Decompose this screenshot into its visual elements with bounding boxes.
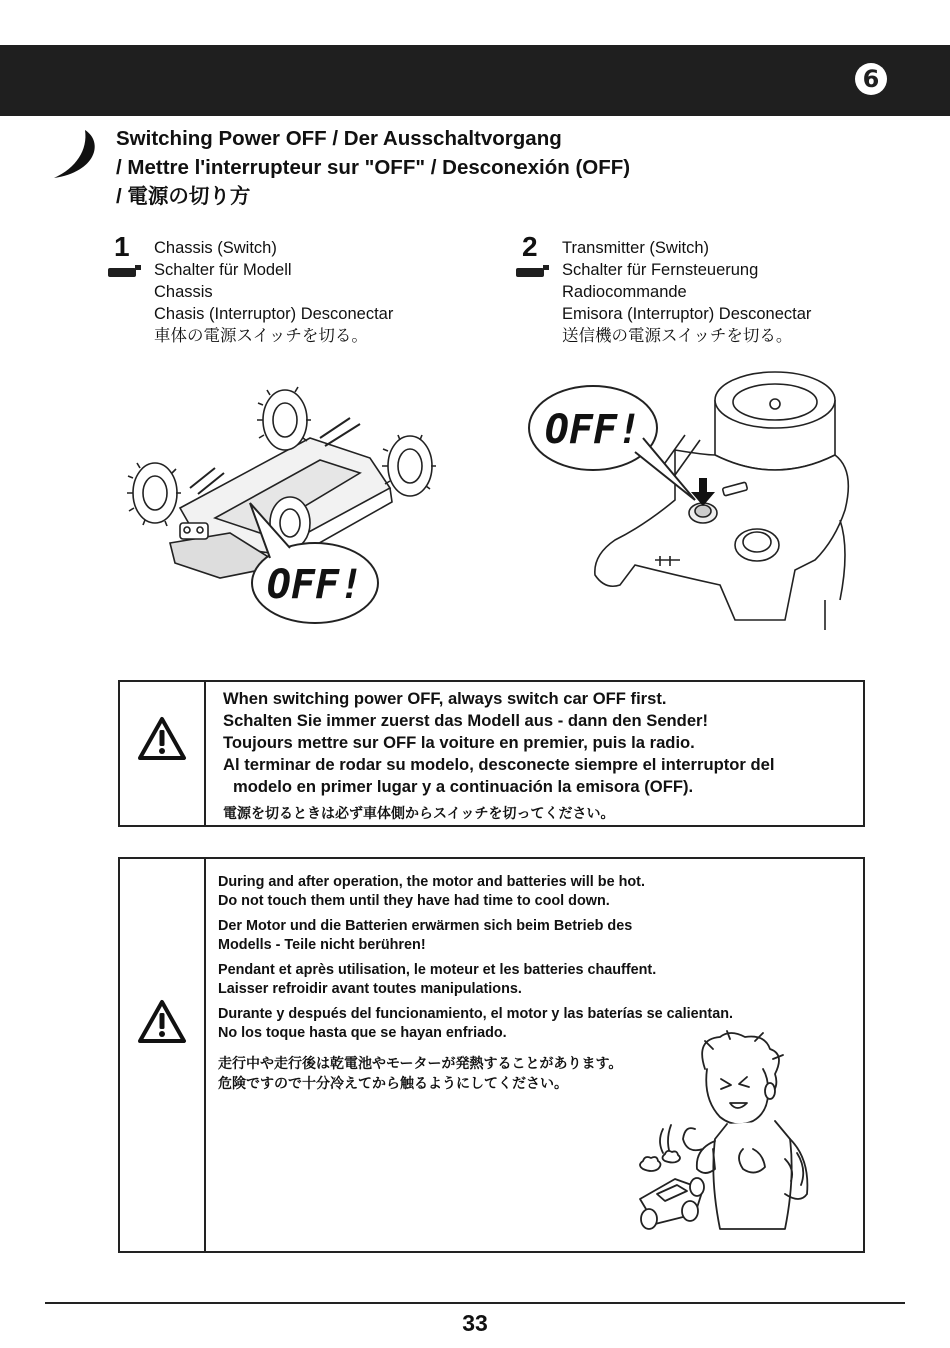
header-bar: [0, 45, 950, 116]
warning-icon-cell: [120, 859, 206, 1251]
footer-rule: [45, 1302, 905, 1304]
warning-1-line: modelo en primer lugar y a continuación la emisora (OFF).: [233, 777, 694, 796]
warning-1-jp: 電源を切るときは必ず車体側からスイッチを切ってください。: [223, 805, 615, 821]
warning-1-line: Schalten Sie immer zuerst das Modell aus - dann den Sender!: [223, 711, 709, 730]
warning-2-line: Laisser refroidir avant toutes manipulations.: [218, 981, 522, 997]
step-2-text: [562, 237, 811, 347]
warning-2-line: No los toque hasta que se hayan enfriado.: [218, 1025, 507, 1041]
warning-2-line: Do not touch them until they have had time to cool down.: [218, 893, 610, 909]
step-2-line: Emisora (Interruptor) Desconectar: [562, 305, 812, 323]
section-title: [116, 124, 630, 211]
step-1-line: Chasis (Interruptor) Desconectar: [154, 305, 394, 323]
warning-box-hot-parts: [118, 857, 865, 1253]
step-2-line: Radiocommande: [562, 283, 687, 301]
warning-triangle-icon: [137, 716, 187, 762]
warning-2-line: 危険ですので十分冷えてから触るようにしてください。: [218, 1075, 568, 1091]
warning-1-line: Al terminar de rodar su modelo, desconecte siempre el interruptor del: [223, 755, 775, 774]
step-1-line: Chassis (Switch): [154, 239, 277, 257]
warning-box-power-order: [118, 680, 865, 827]
warning-2-en: [218, 873, 733, 911]
warning-2-line: Modells - Teile nicht berühren!: [218, 937, 426, 953]
off-bubble-text: OFF!: [544, 407, 642, 453]
step-2-line: Schalter für Fernsteuerung: [562, 261, 759, 279]
step-2-number: 2: [522, 231, 538, 262]
warning-2-line: Pendant et après utilisation, le moteur et les batteries chauffent.: [218, 962, 657, 978]
warning-2-fr: [218, 961, 733, 999]
title-line-1: Switching Power OFF / Der Ausschaltvorgang: [116, 127, 562, 150]
warning-2-de: [218, 917, 733, 955]
step-marker: [108, 268, 136, 277]
warning-1-text: [223, 688, 774, 824]
off-bubble-text: OFF!: [266, 562, 364, 608]
page-number: 33: [462, 1310, 488, 1336]
title-line-2: / Mettre l'interrupteur sur "OFF" / Desconexión (OFF): [116, 156, 631, 179]
warning-2-line: During and after operation, the motor and batteries will be hot.: [218, 874, 645, 890]
transmitter-illustration: [525, 360, 860, 630]
warning-triangle-icon: [137, 999, 187, 1045]
step-number-badge: 6: [855, 63, 887, 95]
step-1-text: [154, 237, 393, 347]
chassis-illustration: [120, 378, 450, 638]
step-1-line: Chassis: [154, 283, 213, 301]
crescent-icon: [52, 128, 104, 180]
title-line-3: / 電源の切り方: [116, 185, 251, 208]
warning-1-line: When switching power OFF, always switch car OFF first.: [223, 689, 667, 708]
warning-2-line: 走行中や走行後は乾電池やモーターが発熱することがあります。: [218, 1055, 623, 1071]
step-2-line: 送信機の電源スイッチを切る。: [562, 327, 793, 345]
step-1-line: Schalter für Modell: [154, 261, 292, 279]
step-marker: [516, 268, 544, 277]
warning-icon-cell: [120, 682, 206, 825]
warning-1-line: Toujours mettre sur OFF la voiture en premier, puis la radio.: [223, 733, 695, 752]
warning-2-line: Durante y después del funcionamiento, el motor y las baterías se calientan.: [218, 1006, 734, 1022]
hot-car-cartoon: [635, 1029, 815, 1244]
step-1-number: 1: [114, 231, 130, 262]
warning-2-line: Der Motor und die Batterien erwärmen sich beim Betrieb des: [218, 918, 633, 934]
step-1-line: 車体の電源スイッチを切る。: [154, 327, 368, 345]
step-2-line: Transmitter (Switch): [562, 239, 709, 257]
